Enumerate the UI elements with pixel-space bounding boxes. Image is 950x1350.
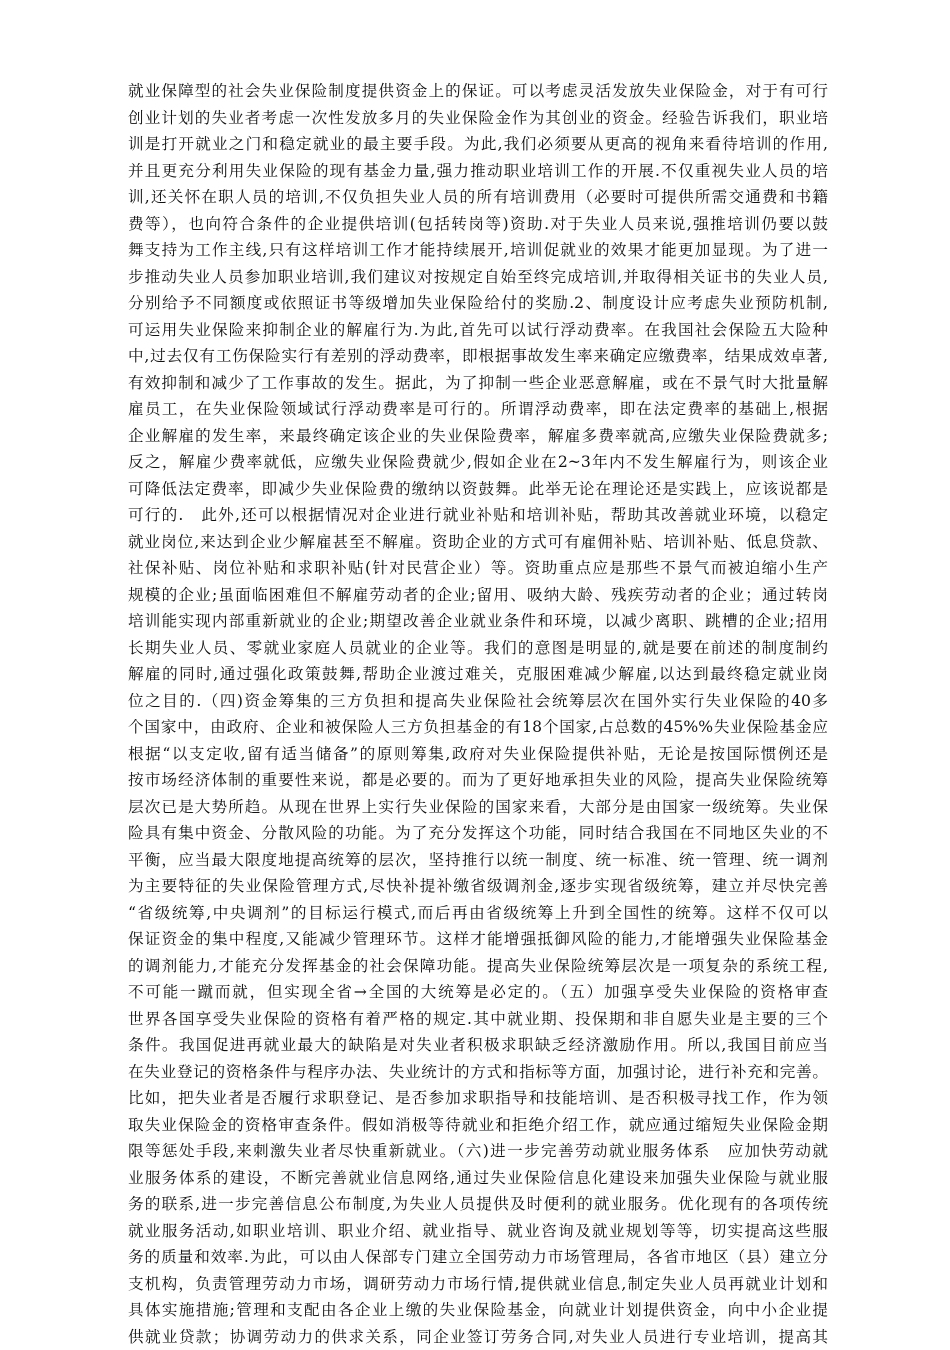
text-line: 费等），也向符合条件的企业提供培训(包括转岗等)资助.对于失业人员来说,强推培训仍要以鼓 (128, 211, 828, 238)
text-line: 可降低法定费率，即减少失业保险费的缴纳以资鼓舞。此举无论在理论还是实践上，应该说都是 (128, 476, 828, 503)
text-line: 训,还关怀在职人员的培训,不仅负担失业人员的所有培训费用（必要时可提供所需交通费和书籍 (128, 184, 828, 211)
text-line: 雇员工，在失业保险领域试行浮动费率是可行的。所谓浮动费率，即在法定费率的基础上,根据 (128, 396, 828, 423)
text-line: 企业解雇的发生率，来最终确定该企业的失业保险费率，解雇多费率就高,应缴失业保险费就多; (128, 423, 828, 450)
text-line: 务的联系,进一步完善信息公布制度,为失业人员提供及时便利的就业服务。优化现有的各项传统 (128, 1191, 828, 1218)
text-line: 就业服务活动,如职业培训、职业介绍、就业指导、就业咨询及就业规划等等，切实提高这些服 (128, 1218, 828, 1245)
text-line: 反之，解雇少费率就低，应缴失业保险费就少,假如企业在2~3年内不发生解雇行为，则该企业 (128, 449, 828, 476)
text-line: 比如，把失业者是否履行求职登记、是否参加求职指导和技能培训、是否积极寻找工作，作为领 (128, 1085, 828, 1112)
text-line: 具体实施措施;管理和支配由各企业上缴的失业保险基金，向就业计划提供资金，向中小企业提 (128, 1297, 828, 1324)
text-line: 训是打开就业之门和稳定就业的最主要手段。为此,我们必须要从更高的视角来看待培训的作用, (128, 131, 828, 158)
text-line: 社保补贴、岗位补贴和求职补贴(针对民营企业）等。资助重点应是那些不景气而被迫缩小生产 (128, 555, 828, 582)
text-line: 规模的企业;虽面临困难但不解雇劳动者的企业;留用、吸纳大龄、残疾劳动者的企业；通过转岗 (128, 582, 828, 609)
text-line: “省级统筹,中央调剂”的目标运行模式,而后再由省级统筹上升到全国性的统筹。这样不仅可以 (128, 900, 828, 927)
text-line: 可行的. 此外,还可以根据情况对企业进行就业补贴和培训补贴，帮助其改善就业环境，以稳定 (128, 502, 828, 529)
text-line: 条件。我国促进再就业最大的缺陷是对失业者积极求职缺乏经济激励作用。所以,我国目前应当 (128, 1032, 828, 1059)
text-line: 限等惩处手段,来刺激失业者尽快重新就业。（六)进一步完善劳动就业服务体系 应加快劳动就 (128, 1138, 828, 1165)
text-line: 位之目的.（四)资金筹集的三方负担和提高失业保险社会统筹层次在国外实行失业保险的40多 (128, 688, 828, 715)
text-line: 层次已是大势所趋。从现在世界上实行失业保险的国家来看，大部分是由国家一级统筹。失业保 (128, 794, 828, 821)
text-line: 为主要特征的失业保险管理方式,尽快补提补缴省级调剂金,逐步实现省级统筹，建立并尽快完善 (128, 873, 828, 900)
text-line: 根据“以支定收,留有适当储备”的原则筹集,政府对失业保险提供补贴，无论是按国际惯例还是 (128, 741, 828, 768)
text-line: 就业保障型的社会失业保险制度提供资金上的保证。可以考虑灵活发放失业保险金，对于有可行 (128, 78, 828, 105)
text-line: 支机构，负责管理劳动力市场，调研劳动力市场行情,提供就业信息,制定失业人员再就业计划和 (128, 1271, 828, 1298)
text-line: 业服务体系的建设，不断完善就业信息网络,通过失业保险信息化建设来加强失业保险与就业服 (128, 1165, 828, 1192)
text-line: 就业岗位,来达到企业少解雇甚至不解雇。资助企业的方式可有雇佣补贴、培训补贴、低息贷款、 (128, 529, 828, 556)
document-body (128, 78, 828, 1350)
text-line: 供就业贷款；协调劳动力的供求关系，同企业签订劳务合同,对失业人员进行专业培训，提高其 (128, 1324, 828, 1350)
text-line: 中,过去仅有工伤保险实行有差别的浮动费率，即根据事故发生率来确定应缴费率，结果成效卓著, (128, 343, 828, 370)
text-line: 务的质量和效率.为此，可以由人保部专门建立全国劳动力市场管理局，各省市地区（县）建立分 (128, 1244, 828, 1271)
text-line: 培训能实现内部重新就业的企业;期望改善企业就业条件和环境，以减少离职、跳槽的企业;招用 (128, 608, 828, 635)
text-line: 解雇的同时,通过强化政策鼓舞,帮助企业渡过难关，克服困难减少解雇,以达到最终稳定就业岗 (128, 661, 828, 688)
text-line: 并且更充分利用失业保险的现有基金力量,强力推动职业培训工作的开展.不仅重视失业人员的培 (128, 158, 828, 185)
text-line: 在失业登记的资格条件与程序办法、失业统计的方式和指标等方面，加强讨论，进行补充和完善。 (128, 1059, 828, 1086)
text-line: 分别给予不同额度或依照证书等级增加失业保险给付的奖励.2、制度设计应考虑失业预防机制, (128, 290, 828, 317)
text-line: 舞支持为工作主线,只有这样培训工作才能持续展开,培训促就业的效果才能更加显现。为了进一 (128, 237, 828, 264)
text-line: 世界各国享受失业保险的资格有着严格的规定.其中就业期、投保期和非自愿失业是主要的三个 (128, 1006, 828, 1033)
text-line: 步推动失业人员参加职业培训,我们建议对按规定自始至终完成培训,并取得相关证书的失业人员, (128, 264, 828, 291)
text-line: 有效抑制和减少了工作事故的发生。据此，为了抑制一些企业恶意解雇，或在不景气时大批量解 (128, 370, 828, 397)
text-line: 个国家中，由政府、企业和被保险人三方负担基金的有18个国家,占总数的45%%失业保险基金应 (128, 714, 828, 741)
text-line: 险具有集中资金、分散风险的功能。为了充分发挥这个功能，同时结合我国在不同地区失业的不 (128, 820, 828, 847)
text-line: 按市场经济体制的重要性来说，都是必要的。而为了更好地承担失业的风险，提高失业保险统筹 (128, 767, 828, 794)
text-line: 保证资金的集中程度,又能减少管理环节。这样才能增强抵御风险的能力,才能增强失业保险基金 (128, 926, 828, 953)
text-line: 的调剂能力,才能充分发挥基金的社会保障功能。提高失业保险统筹层次是一项复杂的系统工程, (128, 953, 828, 980)
text-line: 可运用失业保险来抑制企业的解雇行为.为此,首先可以试行浮动费率。在我国社会保险五大险种 (128, 317, 828, 344)
text-line: 长期失业人员、零就业家庭人员就业的企业等。我们的意图是明显的,就是要在前述的制度制约 (128, 635, 828, 662)
text-line: 平衡，应当最大限度地提高统筹的层次，坚持推行以统一制度、统一标准、统一管理、统一调剂 (128, 847, 828, 874)
text-line: 创业计划的失业者考虑一次性发放多月的失业保险金作为其创业的资金。经验告诉我们，职业培 (128, 105, 828, 132)
text-line: 不可能一蹴而就，但实现全省→全国的大统筹是必定的。（五）加强享受失业保险的资格审查 (128, 979, 828, 1006)
text-line: 取失业保险金的资格审查条件。假如消极等待就业和拒绝介绍工作，就应通过缩短失业保险金期 (128, 1112, 828, 1139)
